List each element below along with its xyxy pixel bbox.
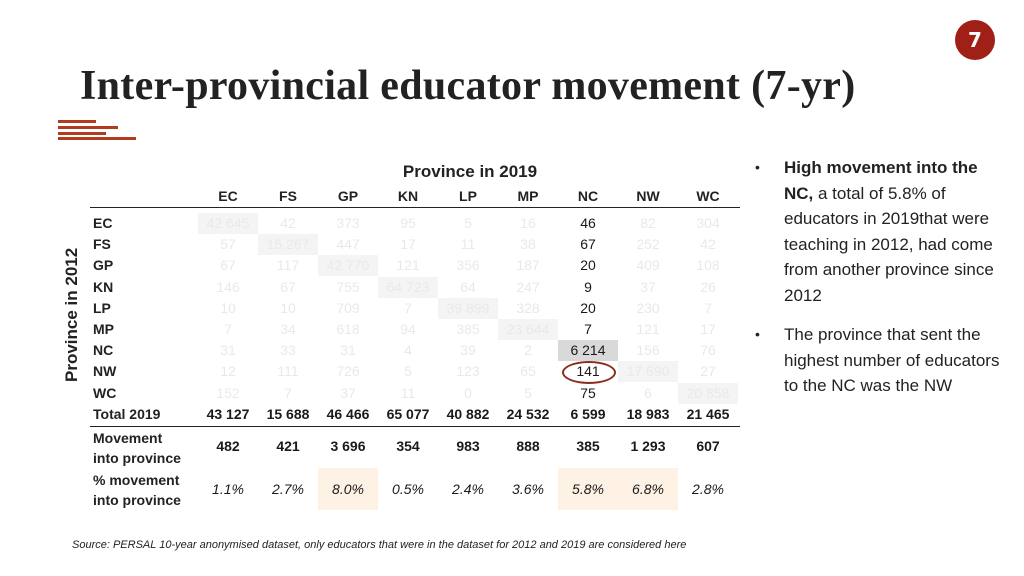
table-cell: 65 — [520, 363, 536, 380]
table-cell: 385 — [456, 321, 480, 337]
row-label: NC — [93, 342, 114, 359]
table-cell: 42 — [700, 236, 716, 253]
pct-movement-cell: 5.8% — [558, 468, 618, 510]
bullet-text: a total of 5.8% of educators in 2019that were teaching in 2012, had come from another province since 2012 — [784, 183, 994, 305]
table-cell: 0 — [464, 384, 472, 401]
movement-cell: 3 696 — [330, 437, 366, 454]
table-cell: 447 — [336, 236, 360, 253]
total-label: Total 2019 — [93, 405, 161, 422]
table-row — [90, 361, 740, 382]
bullet-dot-icon: • — [755, 159, 760, 175]
table-row — [90, 383, 740, 404]
table-cell: 42 — [280, 215, 296, 231]
table-cell: 6 214 — [558, 340, 618, 361]
table-cell: 39 899 — [438, 298, 498, 319]
movement-cell: 1 293 — [630, 437, 666, 454]
table-cell: 16 — [520, 215, 536, 231]
pct-movement-cell: 0.5% — [392, 480, 424, 497]
table-cell: 111 — [277, 363, 299, 380]
movement-table — [90, 184, 740, 508]
table-cell: 9 — [584, 278, 592, 295]
table-cell: 5 — [404, 363, 412, 380]
table-cell: 709 — [336, 299, 360, 316]
bullet-text: The province that sent the highest number of educators to the NC was the NW — [784, 325, 1000, 395]
table-cell: 75 — [580, 384, 596, 401]
total-cell: 46 466 — [326, 405, 370, 422]
table-cell: 11 — [400, 384, 416, 401]
row-label: GP — [93, 257, 114, 274]
page-title: Inter-provincial educator movement (7-yr) — [80, 63, 856, 109]
pct-movement-label: % movement — [93, 471, 180, 488]
table-row — [90, 255, 740, 276]
table-row — [90, 298, 740, 319]
total-cell: 6 599 — [570, 405, 606, 422]
table-cell: 121 — [636, 321, 660, 337]
movement-cell: 983 — [456, 437, 480, 454]
pct-movement-cell: 2.8% — [692, 480, 724, 497]
movement-cell: 482 — [216, 437, 240, 454]
table-cell: 7 — [224, 321, 232, 337]
table-cell: 95 — [400, 215, 416, 231]
table-cell: 76 — [700, 342, 716, 359]
table-cell: 46 — [580, 215, 596, 231]
column-header: GP — [337, 188, 359, 204]
pct-movement-label: into province — [93, 491, 181, 508]
table-cell: 247 — [516, 278, 540, 295]
movement-label: Movement — [93, 429, 163, 446]
table-cell: 27 — [700, 363, 716, 380]
table-row — [90, 319, 740, 340]
table-cell: 67 — [220, 257, 236, 274]
table-row — [90, 340, 740, 361]
row-label: WC — [93, 384, 117, 401]
table-cell: 7 — [704, 299, 712, 316]
table-cell: 64 — [460, 278, 476, 295]
table-cell: 187 — [516, 257, 540, 274]
source-note: Source: PERSAL 10-year anonymised dataset, only educators that were in the dataset for 2012 and 2019 are considered here — [72, 539, 687, 551]
table-cell: 230 — [636, 299, 660, 316]
pct-movement-cell: 2.4% — [452, 480, 484, 497]
row-axis-title: Province in 2012 — [62, 247, 81, 382]
bullet-list — [752, 155, 1002, 399]
total-cell: 40 882 — [446, 405, 490, 422]
table-cell: 26 — [700, 278, 716, 295]
table-cell: 373 — [336, 215, 360, 231]
table-cell: 11 — [460, 236, 476, 253]
table-cell: 15 267 — [258, 234, 318, 255]
table-cell: 64 723 — [378, 277, 438, 298]
table-header-row — [90, 184, 740, 208]
table-cell: 5 — [464, 215, 472, 231]
column-axis-title: Province in 2019 — [402, 162, 538, 181]
table-cell: 356 — [456, 257, 480, 274]
column-header: FS — [279, 188, 297, 204]
table-cell: 20 — [580, 299, 596, 316]
table-cell: 42 645 — [198, 213, 258, 234]
table-row — [90, 277, 740, 298]
movement-cell: 421 — [276, 437, 300, 454]
table-cell: 23 644 — [498, 319, 558, 340]
table-cell: 152 — [216, 384, 240, 401]
table-cell: 156 — [636, 342, 660, 359]
pct-movement-cell: 8.0% — [318, 468, 378, 510]
row-label: KN — [93, 278, 114, 295]
table-cell: 38 — [520, 236, 536, 253]
table-cell: 57 — [220, 236, 236, 253]
total-separator — [90, 426, 740, 428]
table-cell: 6 — [644, 384, 652, 401]
pct-movement-cell: 6.8% — [618, 468, 678, 510]
total-cell: 18 983 — [626, 405, 670, 422]
movement-label: into province — [93, 449, 181, 466]
total-cell: 21 465 — [686, 405, 730, 422]
movement-cell: 385 — [576, 437, 600, 454]
bullet-item — [752, 322, 1002, 399]
column-header: MP — [517, 188, 539, 204]
table-cell: 7 — [284, 384, 292, 401]
table-cell: 123 — [456, 363, 480, 380]
total-cell: 15 688 — [266, 405, 310, 422]
pct-movement-cell: 2.7% — [272, 480, 304, 497]
column-header: NC — [577, 188, 599, 204]
table-cell: 146 — [216, 278, 240, 295]
table-cell: 37 — [340, 384, 356, 401]
table-cell: 618 — [336, 321, 360, 337]
table-row — [90, 213, 740, 234]
table-cell: 117 — [276, 257, 300, 274]
table-cell: 34 — [280, 321, 296, 337]
table-cell: 141 — [576, 363, 600, 380]
row-label: EC — [93, 215, 113, 231]
table-cell: 39 — [460, 342, 476, 359]
row-label: FS — [93, 236, 111, 253]
column-header: WC — [696, 188, 720, 204]
pct-movement-cell: 1.1% — [212, 480, 244, 497]
table-cell: 4 — [404, 342, 412, 359]
slide-number-badge: 7 — [955, 20, 995, 60]
table-cell: 108 — [696, 257, 720, 274]
table-cell: 7 — [404, 299, 412, 316]
table-cell: 82 — [640, 215, 656, 231]
table-cell: 67 — [280, 278, 296, 295]
table-cell: 42 770 — [318, 255, 378, 276]
bullet-bold-text: High movement into the NC, — [784, 158, 978, 203]
movement-cell: 888 — [516, 437, 540, 454]
total-row — [90, 404, 740, 425]
table-cell: 31 — [340, 342, 356, 359]
table-cell: 7 — [584, 321, 592, 337]
table-row — [90, 234, 740, 255]
column-header: NW — [636, 188, 660, 204]
bullet-dot-icon: • — [755, 326, 760, 342]
table-cell: 12 — [220, 363, 236, 380]
row-label: MP — [93, 321, 114, 337]
accent-bars-decoration — [58, 120, 138, 144]
table-cell: 10 — [220, 299, 236, 316]
total-cell: 65 077 — [386, 405, 430, 422]
table-cell: 37 — [640, 278, 656, 295]
table-cell: 94 — [400, 321, 416, 337]
bullet-item — [752, 155, 1002, 308]
table-cell: 17 690 — [618, 361, 678, 382]
movement-cell: 354 — [396, 437, 420, 454]
table-cell: 17 — [700, 321, 716, 337]
table-cell: 10 — [280, 299, 296, 316]
table-cell: 2 — [524, 342, 532, 359]
total-cell: 24 532 — [506, 405, 550, 422]
column-header: LP — [459, 188, 477, 204]
column-header: EC — [218, 188, 238, 204]
table-cell: 20 858 — [678, 383, 738, 404]
table-cell: 252 — [636, 236, 660, 253]
table-cell: 31 — [220, 342, 236, 359]
table-cell: 328 — [516, 299, 540, 316]
table-cell: 726 — [336, 363, 360, 380]
table-cell: 67 — [580, 236, 596, 253]
table-cell: 5 — [524, 384, 532, 401]
movement-cell: 607 — [696, 437, 720, 454]
table-cell: 755 — [336, 278, 360, 295]
column-header: KN — [397, 188, 419, 204]
table-cell: 33 — [280, 342, 296, 359]
table-cell: 121 — [396, 257, 420, 274]
table-cell: 304 — [696, 215, 720, 231]
row-label: LP — [93, 299, 111, 316]
total-cell: 43 127 — [206, 405, 250, 422]
table-cell: 17 — [400, 236, 416, 253]
table-cell: 409 — [636, 257, 660, 274]
pct-movement-cell: 3.6% — [512, 480, 544, 497]
row-label: NW — [93, 363, 117, 380]
table-cell: 20 — [580, 257, 596, 274]
